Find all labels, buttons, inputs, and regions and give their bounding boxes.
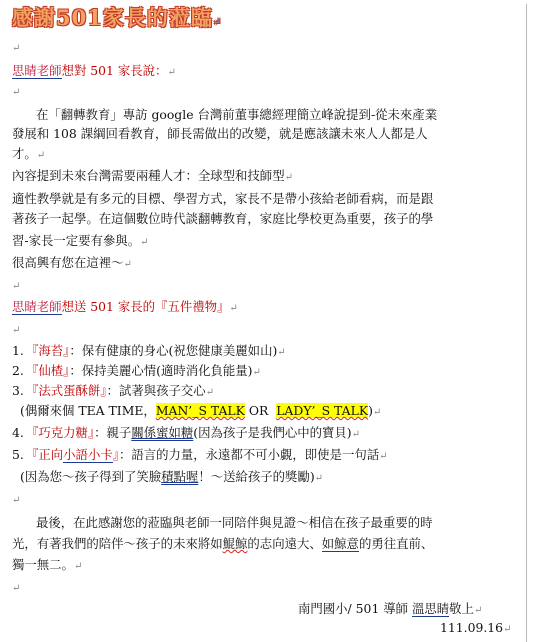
line4: 內容提到未來台灣需要兩種人才：全球型和技師型 <box>12 168 285 183</box>
closing-line2-end: 的勇往直前、 <box>358 536 434 551</box>
paragraph-mark: ↵ <box>123 259 132 270</box>
date-text: 111.09.16 <box>440 620 504 635</box>
signature-date <box>440 620 511 635</box>
paragraph-line <box>12 210 433 228</box>
gift-number: 3. <box>12 383 24 398</box>
paragraph-mark: ↵ <box>379 451 388 462</box>
line7: 習-家長一定要有參與。 <box>12 233 141 248</box>
closing-line2-mid: 的志向遠大、 <box>247 536 322 551</box>
gift-name: 『海苔』 <box>26 343 70 358</box>
signature-name: 溫思睛 <box>411 601 450 616</box>
line6: 著孩子一起學。在這個數位時代談翻轉教育，家庭比學校更為重要，孩子的學 <box>12 211 434 226</box>
empty-line <box>12 320 20 340</box>
section2-heading-text: 想送 501 家長的『五件禮物』 <box>61 299 230 314</box>
paragraph-mark: ↵ <box>473 605 483 616</box>
gift-description: ：保持美麗心情(適時消化負能量) <box>69 363 253 378</box>
document-title <box>12 2 222 32</box>
paragraph-mark: ↵ <box>314 473 324 484</box>
grammar-underlined-text: 關係蜜如糖 <box>131 425 194 440</box>
paragraph-mark: ↵ <box>212 17 223 28</box>
gift-description: ：語言的力量，永遠都不可小覷，即使是一句話 <box>118 447 380 462</box>
gift-name: 『正向 <box>26 447 64 462</box>
paragraph-mark: ↵ <box>229 303 238 314</box>
teacher-name: 思睛老師 <box>12 63 62 78</box>
gift-description-rest: (因為孩子是我們心中的寶貝) <box>193 425 352 440</box>
title-text: 感謝501家長的蒞臨 <box>12 5 213 30</box>
paragraph-mark: ↵ <box>252 367 261 378</box>
gift-item-2 <box>12 362 261 382</box>
grammar-underlined-text: 積點喔 <box>161 469 199 484</box>
paragraph-line <box>12 125 428 143</box>
signature-text: 南門國小/ 501 導師 <box>298 601 412 616</box>
blue-underlined-text: 如鯨意 <box>321 536 359 551</box>
empty-line <box>12 578 20 598</box>
gift-description: ：親子 <box>94 425 132 440</box>
signature-line <box>298 599 482 617</box>
paragraph-mark: ↵ <box>12 43 21 54</box>
line5: 適性教學就是有多元的目標、學習方式，家長不是帶小孩給老師看病，而是跟 <box>12 191 434 206</box>
gift-number: 5. <box>12 447 24 462</box>
gift-name: 『仙楂』 <box>26 363 70 378</box>
paragraph-line <box>12 190 433 208</box>
paragraph-mark: ↵ <box>205 387 215 398</box>
gift-number: 2. <box>12 363 24 378</box>
line8: 很高興有您在這裡～ <box>12 255 124 270</box>
closing-paren: ) <box>368 403 373 418</box>
para1-line1: 在「翻轉教育」專訪 google 台灣前董事總經理簡立峰說提到-從未來產業 <box>36 107 438 122</box>
empty-line <box>12 82 20 102</box>
paragraph-mark: ↵ <box>277 347 286 358</box>
gift-name: 『巧克力糖』 <box>26 425 95 440</box>
paragraph-line <box>12 167 293 187</box>
paragraph-line <box>12 254 132 274</box>
gift-number: 1. <box>12 343 24 358</box>
closing-line1: 最後，在此感謝您的蒞臨與老師一同陪伴與見證～相信在孩子最重要的時 <box>36 515 433 530</box>
paragraph-line <box>12 106 437 124</box>
smile-text: (因為您～孩子得到了笑臉 <box>20 469 162 484</box>
smile-points-line <box>20 468 323 488</box>
paragraph-mark: ↵ <box>12 281 21 292</box>
tea-time-text: (偶爾來個 TEA TIME， <box>20 403 156 418</box>
section1-heading <box>12 62 176 82</box>
closing-line <box>12 556 82 576</box>
tea-time-line <box>20 402 381 422</box>
empty-line <box>12 490 20 510</box>
spelling-underlined-text: 鯤鯨 <box>222 536 248 551</box>
page-edge <box>526 4 527 642</box>
teacher-name: 思睛老師 <box>12 299 62 314</box>
paragraph-mark: ↵ <box>372 407 382 418</box>
gift-item-1 <box>12 342 286 362</box>
paragraph-mark: ↵ <box>12 87 21 98</box>
section2-heading <box>12 298 238 318</box>
gift-item-3 <box>12 382 214 402</box>
closing-line3: 獨一無二。 <box>12 557 74 572</box>
mans-talk-highlight: MAN’_S TALK <box>155 403 245 418</box>
paragraph-mark: ↵ <box>284 172 293 183</box>
paragraph-mark: ↵ <box>351 429 361 440</box>
paragraph-mark: ↵ <box>73 561 83 572</box>
empty-line <box>12 38 20 58</box>
paragraph-mark: ↵ <box>12 325 21 336</box>
para1-line3: 才。 <box>12 146 37 161</box>
gift-number: 4. <box>12 425 24 440</box>
gift-item-5 <box>12 446 388 466</box>
paragraph-mark: ↵ <box>140 237 149 248</box>
smile-text-rest: ！～送給孩子的獎勵) <box>198 469 315 484</box>
gift-name-end: 』 <box>112 447 119 462</box>
gift-item-4 <box>12 424 360 444</box>
gift-description: ：保有健康的身心(祝您健康美麗如山) <box>69 343 278 358</box>
section1-heading-text: 想對 501 家長說： <box>61 63 168 78</box>
paragraph-line <box>12 232 148 252</box>
gift-description: ：試著與孩子交心 <box>106 383 206 398</box>
closing-line2: 光，有著我們的陪伴～孩子的未來將如 <box>12 536 223 551</box>
empty-line <box>12 276 20 296</box>
ladys-talk-highlight: LADY’_S TALK <box>276 403 369 418</box>
paragraph-mark: ↵ <box>503 624 512 635</box>
para1-line2: 發展和 108 課綱回看教育，師長需做出的改變，就是應該讓未來人人都是人 <box>12 126 428 141</box>
gift-name: 『法式蛋酥餅』 <box>26 383 107 398</box>
closing-line <box>12 535 433 553</box>
paragraph-mark: ↵ <box>12 583 21 594</box>
signature-closing: 敬上 <box>449 601 474 616</box>
or-text: OR <box>244 403 277 418</box>
closing-line <box>12 514 433 532</box>
paragraph-mark: ↵ <box>167 67 176 78</box>
paragraph-mark: ↵ <box>12 495 21 506</box>
paragraph-mark: ↵ <box>36 150 46 161</box>
paragraph-line <box>12 145 45 165</box>
gift-name-underlined: 小語小卡 <box>63 447 113 462</box>
